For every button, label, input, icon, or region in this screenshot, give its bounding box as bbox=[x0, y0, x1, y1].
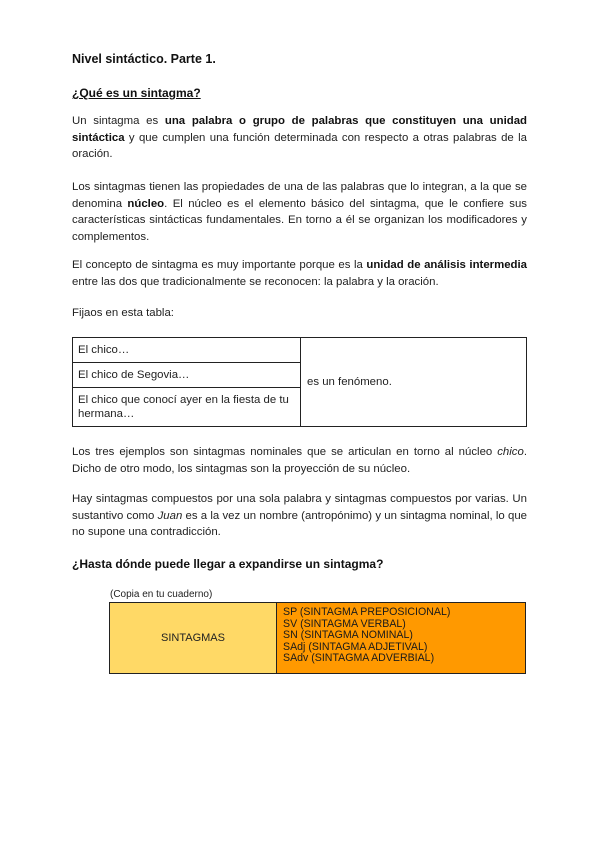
copy-note: (Copia en tu cuaderno) bbox=[110, 589, 213, 600]
table-row bbox=[73, 338, 527, 363]
sintagmas-table bbox=[109, 602, 526, 674]
p6-italic: Juan bbox=[157, 509, 183, 522]
predicate-cell: es un fenómeno. bbox=[301, 338, 527, 427]
list-item: SP (SINTAGMA PREPOSICIONAL) bbox=[283, 606, 451, 618]
p3-text: El concepto de sintagma es muy importante porque es la bbox=[72, 259, 367, 271]
paragraph-ejemplos bbox=[72, 444, 527, 477]
list-item: SN (SINTAGMA NOMINAL) bbox=[283, 629, 413, 642]
p6-text-end: es a la vez un nombre (antropónimo) y un sintagma nominal, lo que no supone una contradicción. bbox=[72, 509, 527, 538]
p1-bold: una palabra o grupo de palabras que constituyen una unidad sintáctica bbox=[72, 115, 527, 144]
paragraph-concepto bbox=[72, 257, 527, 290]
list-item: SV (SINTAGMA VERBAL) bbox=[283, 617, 406, 630]
p5-text-end: . Dicho de otro modo, los sintagmas son la proyección de su núcleo. bbox=[72, 446, 527, 475]
example-table bbox=[72, 337, 527, 427]
page-title: Nivel sintáctico. Parte 1. bbox=[72, 52, 216, 66]
sintagmas-types bbox=[277, 603, 525, 673]
question-heading: ¿Hasta dónde puede llegar a expandirse un sintagma? bbox=[72, 557, 384, 571]
p3-bold: unidad de análisis intermedia bbox=[366, 259, 528, 271]
example-cell: El chico que conocí ayer en la fiesta de tu hermana… bbox=[73, 388, 301, 427]
p1-text-end: y que cumplen una función determinada con respecto a otras palabras de la oración. bbox=[72, 131, 527, 160]
example-cell: El chico de Segovia… bbox=[73, 363, 301, 388]
p2-text-end: . El núcleo es el elemento básico del sintagma, que le confiere sus características sintácticas fundamentales. En torno a él se organizan los modificadores y complementos. bbox=[72, 197, 527, 243]
p5-text: Los tres ejemplos son sintagmas nominales que se articulan en torno al núcleo bbox=[72, 446, 498, 458]
section-heading: ¿Qué es un sintagma? bbox=[72, 86, 201, 100]
paragraph-fijaos: Fijaos en esta tabla: bbox=[72, 307, 174, 319]
paragraph-nucleo bbox=[72, 179, 527, 245]
p2-bold: núcleo bbox=[127, 197, 165, 210]
list-item: SAdv (SINTAGMA ADVERBIAL) bbox=[283, 652, 435, 665]
p1-text: Un sintagma es bbox=[72, 115, 165, 127]
p3-text-end: entre las dos que tradicionalmente se reconocen: la palabra y la oración. bbox=[72, 275, 439, 288]
sintagmas-label: SINTAGMAS bbox=[110, 603, 277, 673]
paragraph-compuestos bbox=[72, 491, 527, 541]
p6-text: Hay sintagmas compuestos por una sola palabra y sintagmas compuestos por varias. Un sustantivo como bbox=[72, 493, 527, 522]
paragraph-definition bbox=[72, 113, 527, 163]
p2-text: Los sintagmas tienen las propiedades de una de las palabras que lo integran, a la que se denomina bbox=[72, 181, 527, 210]
example-cell: El chico… bbox=[73, 338, 301, 363]
list-item: SAdj (SINTAGMA ADJETIVAL) bbox=[283, 640, 428, 653]
p5-italic: chico bbox=[497, 446, 524, 458]
